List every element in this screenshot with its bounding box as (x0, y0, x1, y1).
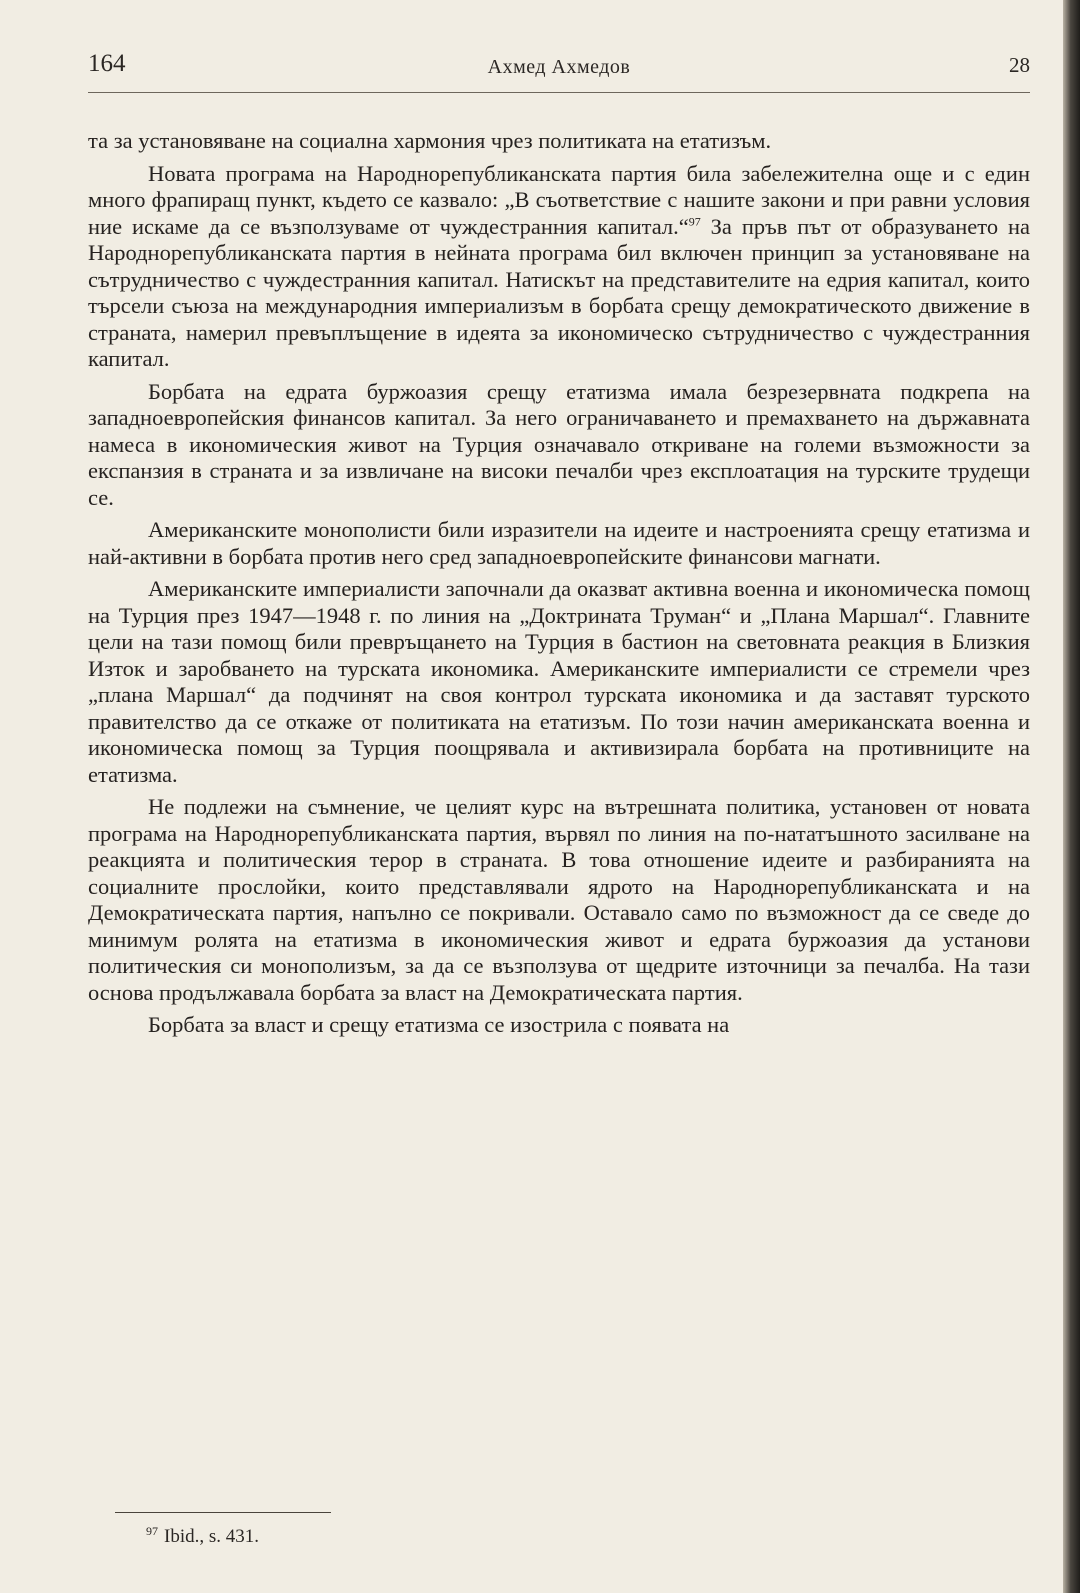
body-text (88, 128, 1030, 1045)
paragraph-continued: та за установяване на социална хармония чрез политиката на етатизъм. (88, 128, 772, 153)
section-number: 28 (1009, 53, 1030, 77)
paragraph (88, 161, 1030, 373)
footnote-mark: 97 (146, 1523, 158, 1538)
header-rule (88, 92, 1030, 93)
running-title: Ахмед Ахмедов (487, 56, 631, 78)
page-number: 164 (88, 50, 126, 77)
paragraph-text: За пръв път от образуването на Народнорепубликанската партия в нейната програма бил включен принцип за установяване на сътрудничество с чуждестранния капитал. Натискът на представителите на едрия капитал, които търсели съюза на международния империализъм в борбата срещу демократическото движение в страната, намерил превъплъщение в идеята за икономическо сътрудничество с чуждестранния капитал. (88, 213, 1030, 371)
footnote-rule (115, 1512, 331, 1513)
page-edge-shadow (1063, 0, 1080, 1593)
paragraph: Борбата за власт и срещу етатизма се изострила с появата на (148, 1012, 730, 1037)
footnote-text: Ibid., s. 431. (164, 1526, 259, 1547)
paragraph: Американските империалисти започнали да оказват активна военна и икономическа помощ на Турция през 1947—1948 г. по линия на „Доктрината Труман“ и „Плана Маршал“. Главните цели на тази помощ били превръщането на Турция в бастион на световната реакция в Близкия Изток и заробването на турската икономика. Американските империалисти се стремели чрез „плана Маршал“ да подчинят на своя контрол турската икономика и да заставят турското правителство да се откаже от политиката на етатизъм. По този начин американската военна и икономическа помощ за Турция поощрявала и активизирала борбата на противниците на етатизма. (88, 576, 1030, 787)
footnote-reference: 97 (688, 214, 701, 228)
paragraph: Американските монополисти били изразители на идеите и настроенията срещу етатизма и най-активни в борбата против него сред западноевропейските финансови магнати. (88, 517, 1030, 569)
paragraph: Не подлежи на съмнение, че целият курс на вътрешната политика, установен от новата програма на Народнорепубликанската партия, вървял по линия на по-нататъшното засилване на реакцията и политическия терор в страната. В това отношение идеите и разбиранията на социалните прослойки, които представлявали ядрото на Народнорепубликанската и на Демократическата партия, напълно се покривали. Оставало само по възможност да се сведе до минимум ролята на етатизма в икономическия живот и едрата буржоазия да установи политическия си монополизъм, за да се възползува от щедрите източници за печалба. На тази основа продължавала борбата за власт на Демократическата партия. (88, 794, 1030, 1005)
page-header (88, 50, 1030, 90)
paragraph-text: Новата програма на Народнорепубликанската партия била забележителна още и с един много фрапиращ пункт, където се казвало: „В съответствие с нашите закони и при равни условия ние искаме да се възползуваме от чуждестранния капитал.“ (88, 160, 1030, 239)
paragraph: Борбата на едрата буржоазия срещу етатизма имала безрезервната подкрепа на западноевропейския финансов капитал. За него ограничаването и премахването на държавната намеса в икономическия живот на Турция означавало откриване на големи възможности за експанзия в страната и за извличане на високи печалби чрез експлоатация на турските трудещи се. (88, 378, 1030, 510)
footnote (146, 1523, 259, 1548)
